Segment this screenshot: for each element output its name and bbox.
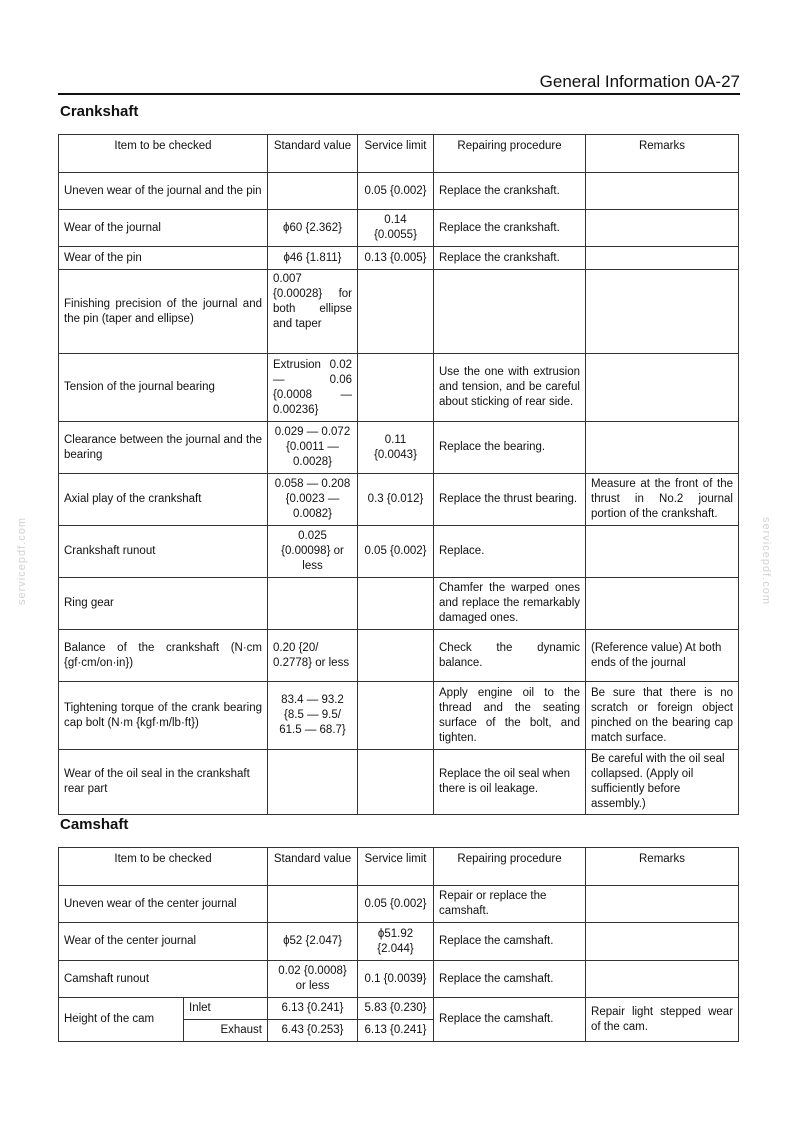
procedure-cell: Replace the thrust bearing.	[434, 474, 586, 526]
table-row	[59, 750, 739, 815]
table-row	[59, 961, 739, 998]
standard-cell: 0.058 — 0.208 {0.0023 — 0.0082}	[268, 474, 358, 526]
procedure-cell: Repair or replace the camshaft.	[434, 886, 586, 923]
item-cell: Wear of the journal	[59, 210, 268, 247]
procedure-cell: Replace the crankshaft.	[434, 247, 586, 270]
table-row	[59, 923, 739, 961]
col-header-limit: Service limit	[358, 135, 434, 173]
item-cell: Uneven wear of the center journal	[59, 886, 268, 923]
table-row	[59, 998, 739, 1020]
limit-cell: ϕ51.92 {2.044}	[358, 923, 434, 961]
cam-height-item-cell: Height of the cam	[59, 998, 184, 1042]
remarks-cell: (Reference value) At both ends of the journal	[586, 630, 739, 682]
remarks-cell	[586, 886, 739, 923]
remarks-cell	[586, 173, 739, 210]
remarks-cell: Be careful with the oil seal collapsed. (Apply oil sufficiently before assembly.)	[586, 750, 739, 815]
item-cell: Wear of the oil seal in the crankshaft rear part	[59, 750, 268, 815]
remarks-cell: Be sure that there is no scratch or foreign object pinched on the bearing cap match surface.	[586, 682, 739, 750]
procedure-cell: Replace the bearing.	[434, 422, 586, 474]
limit-cell	[358, 630, 434, 682]
remarks-cell	[586, 270, 739, 354]
col-header-standard: Standard value	[268, 848, 358, 886]
item-cell: Crankshaft runout	[59, 526, 268, 578]
col-header-limit: Service limit	[358, 848, 434, 886]
procedure-cell: Replace the oil seal when there is oil leakage.	[434, 750, 586, 815]
crankshaft-section-title: Crankshaft	[60, 103, 139, 120]
limit-cell	[358, 750, 434, 815]
camshaft-header-row	[59, 848, 739, 886]
standard-cell: ϕ46 {1.811}	[268, 247, 358, 270]
table-row	[59, 682, 739, 750]
col-header-remarks: Remarks	[586, 848, 739, 886]
limit-cell: 0.11 {0.0043}	[358, 422, 434, 474]
item-cell: Wear of the pin	[59, 247, 268, 270]
item-cell: Axial play of the crankshaft	[59, 474, 268, 526]
standard-cell: 0.20 {20/ 0.2778} or less	[268, 630, 358, 682]
limit-cell: 0.3 {0.012}	[358, 474, 434, 526]
standard-cell: 0.025 {0.00098} or less	[268, 526, 358, 578]
inlet-limit-cell: 5.83 {0.230}	[358, 998, 434, 1020]
col-header-item: Item to be checked	[59, 848, 268, 886]
item-cell: Balance of the crankshaft (N·cm {gf·cm/on·in})	[59, 630, 268, 682]
limit-cell: 0.13 {0.005}	[358, 247, 434, 270]
standard-cell: 83.4 — 93.2 {8.5 — 9.5/ 61.5 — 68.7}	[268, 682, 358, 750]
item-cell: Camshaft runout	[59, 961, 268, 998]
table-row	[59, 354, 739, 422]
procedure-cell: Chamfer the warped ones and replace the remarkably damaged ones.	[434, 578, 586, 630]
remarks-cell	[586, 526, 739, 578]
item-cell: Tension of the journal bearing	[59, 354, 268, 422]
remarks-cell: Measure at the front of the thrust in No.2 journal portion of the crankshaft.	[586, 474, 739, 526]
standard-cell: ϕ52 {2.047}	[268, 923, 358, 961]
remarks-cell	[586, 354, 739, 422]
standard-cell	[268, 886, 358, 923]
item-cell: Uneven wear of the journal and the pin	[59, 173, 268, 210]
table-row	[59, 270, 739, 354]
col-header-procedure: Repairing procedure	[434, 135, 586, 173]
remarks-cell	[586, 923, 739, 961]
watermark-left: servicepdf.com	[15, 517, 28, 605]
limit-cell	[358, 578, 434, 630]
standard-cell: Extrusion 0.02 — 0.06 {0.0008 — 0.00236}	[268, 354, 358, 422]
standard-cell	[268, 578, 358, 630]
table-row	[59, 422, 739, 474]
table-row	[59, 210, 739, 247]
procedure-cell: Replace the crankshaft.	[434, 173, 586, 210]
standard-cell: ϕ60 {2.362}	[268, 210, 358, 247]
standard-cell: 0.007 {0.00028} for both ellipse and taper	[268, 270, 358, 354]
item-cell: Wear of the center journal	[59, 923, 268, 961]
limit-cell: 0.05 {0.002}	[358, 173, 434, 210]
remarks-cell	[586, 961, 739, 998]
limit-cell: 0.14 {0.0055}	[358, 210, 434, 247]
procedure-cell: Use the one with extrusion and tension, and be careful about sticking of rear side.	[434, 354, 586, 422]
inlet-standard-cell: 6.13 {0.241}	[268, 998, 358, 1020]
item-cell: Ring gear	[59, 578, 268, 630]
remarks-cell	[586, 422, 739, 474]
limit-cell	[358, 354, 434, 422]
item-cell: Tightening torque of the crank bearing cap bolt (N·m {kgf·m/lb·ft})	[59, 682, 268, 750]
crankshaft-header-row	[59, 135, 739, 173]
standard-cell: 0.02 {0.0008} or less	[268, 961, 358, 998]
table-row	[59, 474, 739, 526]
exhaust-standard-cell: 6.43 {0.253}	[268, 1020, 358, 1042]
item-cell: Finishing precision of the journal and the pin (taper and ellipse)	[59, 270, 268, 354]
camshaft-table	[58, 847, 739, 1042]
procedure-cell: Apply engine oil to the thread and the seating surface of the bolt, and tighten.	[434, 682, 586, 750]
remarks-cell	[586, 578, 739, 630]
standard-cell: 0.029 — 0.072 {0.0011 — 0.0028}	[268, 422, 358, 474]
exhaust-limit-cell: 6.13 {0.241}	[358, 1020, 434, 1042]
table-row	[59, 173, 739, 210]
page-header-title: General Information 0A-27	[539, 72, 740, 91]
limit-cell: 0.05 {0.002}	[358, 526, 434, 578]
table-row	[59, 526, 739, 578]
col-header-standard: Standard value	[268, 135, 358, 173]
remarks-cell	[586, 210, 739, 247]
col-header-item: Item to be checked	[59, 135, 268, 173]
limit-cell: 0.1 {0.0039}	[358, 961, 434, 998]
table-row	[59, 578, 739, 630]
remarks-cell	[586, 247, 739, 270]
limit-cell	[358, 270, 434, 354]
standard-cell	[268, 750, 358, 815]
col-header-remarks: Remarks	[586, 135, 739, 173]
crankshaft-table	[58, 134, 739, 815]
standard-cell	[268, 173, 358, 210]
procedure-cell: Replace the camshaft.	[434, 961, 586, 998]
procedure-cell: Replace.	[434, 526, 586, 578]
procedure-cell: Replace the camshaft.	[434, 923, 586, 961]
inlet-label-cell: Inlet	[184, 998, 268, 1020]
col-header-procedure: Repairing procedure	[434, 848, 586, 886]
watermark-right: servicepdf.com	[759, 517, 772, 605]
item-cell: Clearance between the journal and the bearing	[59, 422, 268, 474]
camshaft-section-title: Camshaft	[60, 816, 129, 833]
limit-cell	[358, 682, 434, 750]
table-row	[59, 630, 739, 682]
procedure-cell: Replace the crankshaft.	[434, 210, 586, 247]
cam-height-remarks-cell: Repair light stepped wear of the cam.	[586, 998, 739, 1042]
procedure-cell	[434, 270, 586, 354]
cam-height-procedure-cell: Replace the camshaft.	[434, 998, 586, 1042]
limit-cell: 0.05 {0.002}	[358, 886, 434, 923]
table-row	[59, 247, 739, 270]
exhaust-label-cell: Exhaust	[184, 1020, 268, 1042]
header-rule	[58, 93, 740, 95]
table-row	[59, 886, 739, 923]
procedure-cell: Check the dynamic balance.	[434, 630, 586, 682]
